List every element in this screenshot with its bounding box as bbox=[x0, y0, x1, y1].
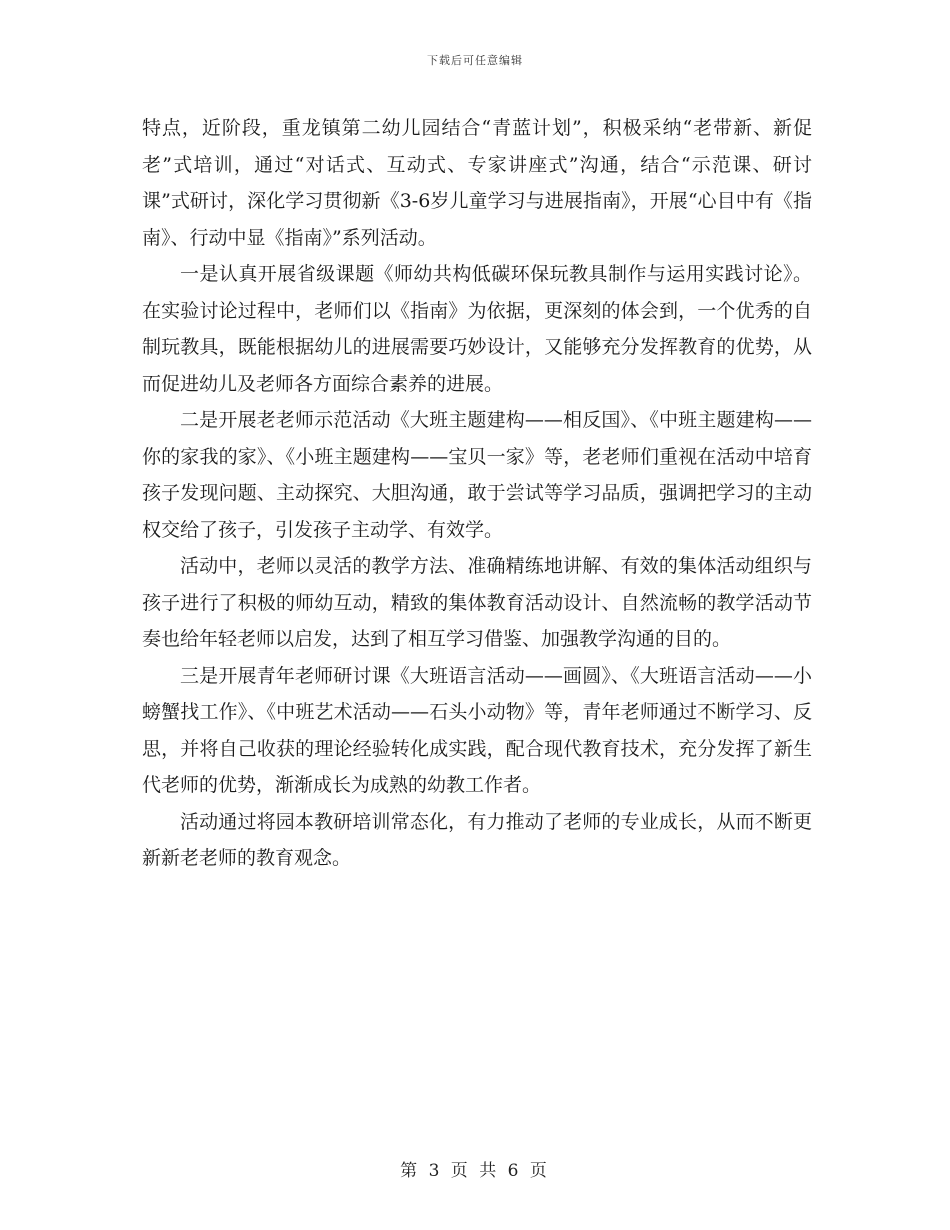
paragraph-activity-effects: 活动中，老师以灵活的教学方法、准确精练地讲解、有效的集体活动组织与孩子进行了积极的师幼互动，精致的集体教育活动设计、自然流畅的教学活动节奏也给年轻老师以启发，达到了相互学习借鉴、加强教学沟通的目的。 bbox=[142, 555, 812, 650]
paragraph-conclusion: 活动通过将园本教研培训常态化，有力推动了老师的专业成长，从而不断更新新老老师的教育观念。 bbox=[142, 810, 812, 869]
document-body bbox=[142, 110, 812, 877]
paragraph-senior-teacher-demo: 二是开展老老师示范活动《大班主题建构——相反国》、《中班主题建构——你的家我的家》、《小班主题建构——宝贝一家》等，老老师们重视在活动中培育孩子发现问题、主动探究、大胆沟通，敢于尝试等学习品质，强调把学习的主动权交给了孩子，引发孩子主动学、有效学。 bbox=[142, 409, 812, 541]
paragraph-continuation: 特点，近阶段，重龙镇第二幼儿园结合“青蓝计划”，积极采纳“老带新、新促老”式培训，通过“对话式、互动式、专家讲座式”沟通，结合“示范课、研讨课”式研讨，深化学习贯彻新《3-6岁儿童学习与进展指南》，开展“心目中有《指南》、行动中显《指南》”系列活动。 bbox=[142, 117, 812, 249]
page-header: 下载后可任意编辑 bbox=[427, 54, 523, 67]
paragraph-young-teacher-lessons: 三是开展青年老师研讨课《大班语言活动——画圆》、《大班语言活动——小螃蟹找工作》、《中班艺术活动——石头小动物》等，青年老师通过不断学习、反思，并将自己收获的理论经验转化成实践，配合现代教育技术，充分发挥了新生代老师的优势，渐渐成长为成熟的幼教工作者。 bbox=[142, 664, 812, 796]
paragraph-provincial-project: 一是认真开展省级课题《师幼共构低碳环保玩教具制作与运用实践讨论》。 在实验讨论过程中，老师们以《指南》为依据，更深刻的体会到，一个优秀的自制玩教具，既能根据幼儿的进展需要巧妙设计，又能够充分发挥教育的优势，从而促进幼儿及老师各方面综合素养的进展。 bbox=[142, 263, 812, 395]
page-number-footer: 第 3 页 共 6 页 bbox=[400, 1161, 550, 1181]
